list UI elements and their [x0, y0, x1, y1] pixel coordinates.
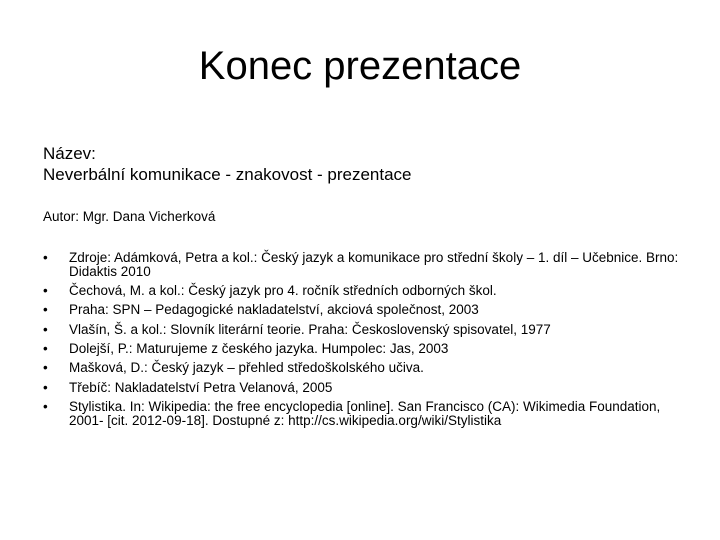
source-item [43, 342, 683, 356]
source-item [43, 251, 683, 279]
presentation-name-block [43, 143, 412, 185]
sources-list [43, 251, 683, 433]
bullet-icon: • [43, 379, 48, 395]
source-item [43, 400, 683, 428]
source-text: Dolejší, P.: Maturujeme z českého jazyka. Humpolec: Jas, 2003 [69, 340, 449, 356]
source-item [43, 303, 683, 317]
bullet-icon: • [43, 250, 48, 265]
source-text: Vlašín, Š. a kol.: Slovník literární teorie. Praha: Československý spisovatel, 1977 [69, 321, 551, 337]
source-text: Čechová, M. a kol.: Český jazyk pro 4. ročník středních odborných škol. [69, 283, 497, 299]
name-value: Neverbální komunikace - znakovost - prezentace [43, 165, 412, 184]
source-item [43, 323, 683, 337]
name-heading: Název: [43, 144, 96, 163]
bullet-icon: • [43, 283, 48, 299]
source-item [43, 361, 683, 375]
slide-title: Konec prezentace [198, 44, 522, 88]
bullet-icon: • [43, 398, 48, 414]
source-text: Praha: SPN – Pedagogické nakladatelství, akciová společnost, 2003 [69, 302, 479, 318]
source-item [43, 284, 683, 298]
source-text: Stylistika. In: Wikipedia: the free encyclopedia [online]. San Francisco (CA): Wikimedia Foundation, 2001- [cit. 2012-09-18]. Dostupné z: http://cs.wikipedia.org/wiki/Stylistika [69, 398, 661, 428]
bullet-icon: • [43, 340, 48, 356]
bullet-icon: • [43, 321, 48, 337]
source-item [43, 381, 683, 395]
source-text: Třebíč: Nakladatelství Petra Velanová, 2005 [69, 379, 333, 395]
bullet-icon: • [43, 360, 48, 376]
source-text: Mašková, D.: Český jazyk – přehled středoškolského učiva. [69, 360, 424, 376]
author-line: Autor: Mgr. Dana Vicherková [43, 209, 216, 224]
bullet-icon: • [43, 302, 48, 318]
source-text: Zdroje: Adámková, Petra a kol.: Český jazyk a komunikace pro střední školy – 1. díl – Učebnice. Brno: Didaktis 2010 [69, 250, 679, 279]
